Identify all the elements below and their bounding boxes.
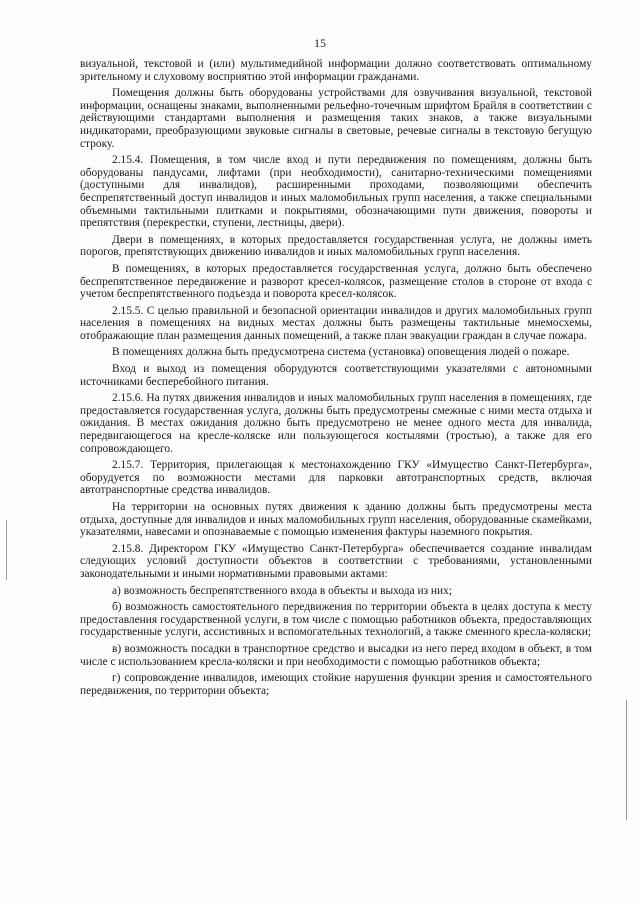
body-text — [80, 58, 592, 701]
paragraph: 2.15.5. С целью правильной и безопасной ориентации инвалидов и других маломобильных групп населения в помещениях на видных местах должны быть размещены тактильные мнемосхемы, отображающие план размещения данных помещений, а также план эвакуации граждан в случае пожара. — [80, 304, 592, 342]
paragraph: 2.15.7. Территория, прилегающая к местонахождению ГКУ «Имущество Санкт-Петербурга», оборудуется по возможности местами для парковки автотранспортных средств, включая автотранспортные средства инвалидов. — [80, 459, 592, 497]
paragraph: В помещениях должна быть предусмотрена система (установка) оповещения людей о пожаре. — [112, 346, 570, 359]
paragraph: визуальной, текстовой и (или) мультимедийной информации должно соответствовать оптимальному зрительному и слуховому восприятию этой информации гражданами. — [80, 58, 592, 83]
list-item: а) возможность беспрепятственного входа в объекты и выхода из них; — [112, 584, 452, 597]
scan-artifact — [626, 700, 627, 820]
paragraph: Помещения должны быть оборудованы устройствами для озвучивания визуальной, текстовой информации, оснащены знаками, выполненными рельефно-точечным шрифтом Брайля в соответствии с действующими стандартами выполнения и размещения таких знаков, а также визуальными индикаторами, преобразующими звуковые сигналы в световые, речевые сигналы в текстовую бегущую строку. — [80, 87, 592, 150]
paragraph: Двери в помещениях, в которых предоставляется государственная услуга, не должны иметь порогов, препятствующих движению инвалидов и иных маломобильных групп населения. — [80, 233, 592, 259]
paragraph: 2.15.8. Директором ГКУ «Имущество Санкт-Петербурга» обеспечивается создание инвалидам следующих условий доступности объектов в соответствии с требованиями, установленными законодательными и иными нормативными правовыми актами: — [80, 542, 592, 580]
scan-artifact — [6, 520, 7, 580]
paragraph: 2.15.6. На путях движения инвалидов и иных маломобильных групп населения в помещениях, где предоставляется государственная услуга, должны быть предусмотрены смежные с ними места отдыха и ожидания. В местах ожидания должно быть предусмотрено не менее одного места для инвалида, передвигающегося на кресле-коляске или пользующегося костылями (тростью), а также для его сопровождающего. — [80, 392, 592, 455]
page-number: 15 — [314, 36, 326, 50]
paragraph: На территории на основных путях движения к зданию должны быть предусмотрены места отдыха, доступные для инвалидов и иных маломобильных групп населения, оборудованные скамейками, указателями, навесами и опознаваемые с помощью изменения фактуры наземного покрытия. — [80, 501, 592, 539]
paragraph: 2.15.4. Помещения, в том числе вход и пути передвижения по помещениям, должны быть оборудованы пандусами, лифтами (при необходимости), санитарно-техническими помещениями (доступными для инвалидов), расширенными проходами, позволяющими обеспечить беспрепятственный доступ инвалидов и иных маломобильных групп населения, а также специальными объемными тактильными плитками и покрытиями, обозначающими пути движения, повороты и препятствия (перекрестки, ступени, лестницы, двери). — [80, 154, 592, 230]
list-item: г) сопровождение инвалидов, имеющих стойкие нарушения функции зрения и самостоятельного передвижения, по территории объекта; — [80, 672, 592, 697]
paragraph: Вход и выход из помещения оборудуются соответствующими указателями с автономными источниками бесперебойного питания. — [80, 363, 592, 388]
list-item: в) возможность посадки в транспортное средство и высадки из него перед входом в объект, в том числе с использованием кресла-коляски и при необходимости с помощью работников объекта; — [80, 642, 592, 668]
list-item: б) возможность самостоятельного передвижения по территории объекта в целях доступа к месту предоставления государственной услуги, в том числе с помощью работников объекта, предоставляющих государственные услуги, ассистивных и вспомогательных технологий, а также сменного кресла-коляски; — [80, 601, 592, 639]
paragraph: В помещениях, в которых предоставляется государственная услуга, должно быть обеспечено беспрепятственное передвижение и разворот кресел-колясок, размещение столов в стороне от входа с учетом беспрепятственного подъезда и поворота кресел-колясок. — [80, 262, 592, 301]
